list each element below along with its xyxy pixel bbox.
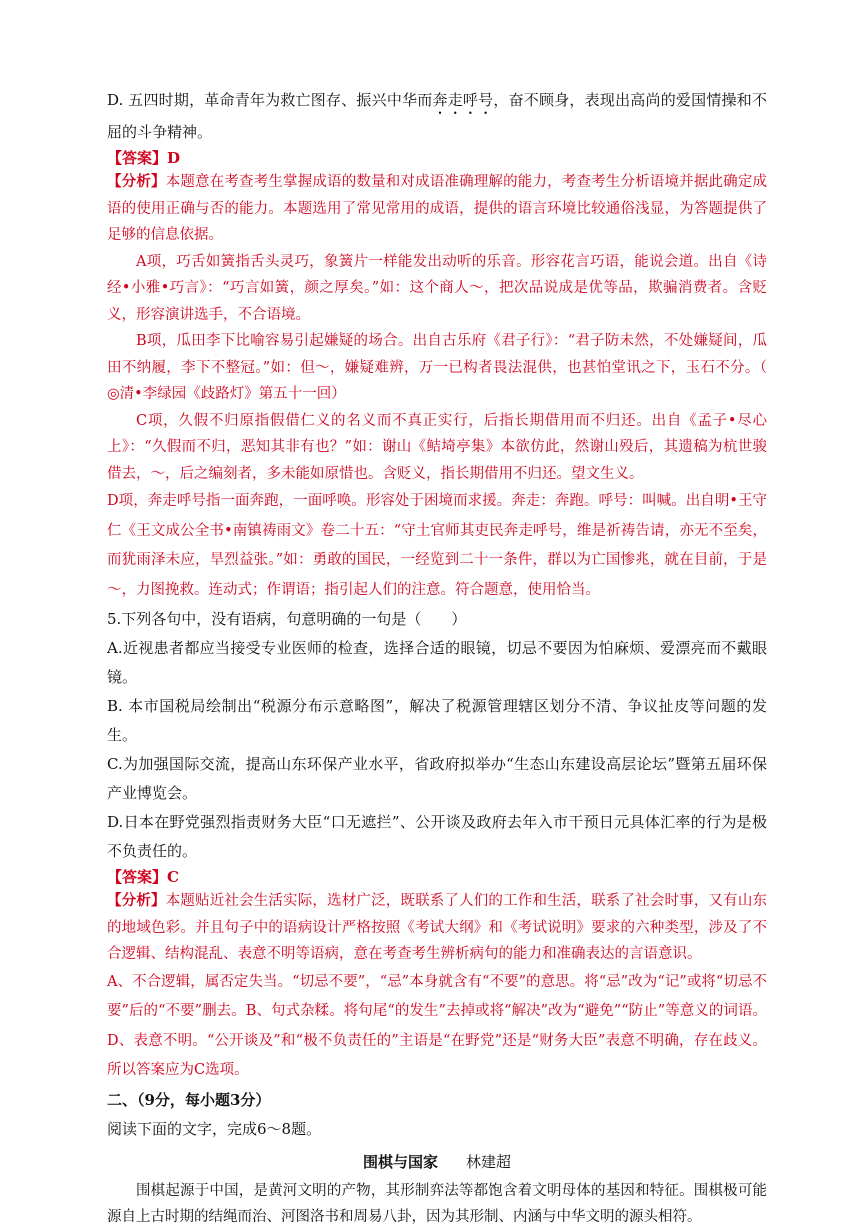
emphasis-dotted-phrase: 奔走呼号 (432, 91, 494, 109)
q4-item-c: C项，久假不归原指假借仁义的名义而不真正实行，后指长期借用而不归还。出自《孟子•尽心上》：“久假而不归，恶知其非有也？”如：谢山《鲒埼亭集》本欲仿此，然谢山殁后，其遗稿为杭世骏借去，～，后之编刻者，多未能如原惜也。含贬义，指长期借用不归还。望文生义。 (107, 412, 767, 482)
q5-option-a: A.近视患者都应当接受专业医师的检查，选择合适的眼镜，切忌不要因为怕麻烦、爱漂亮而不戴眼镜。 (107, 639, 767, 686)
analysis-tag: 【分析】 (107, 173, 166, 190)
article-author: 林建超 (466, 1152, 512, 1171)
q5-option-d: D.日本在野党强烈指责财务大臣“口无遮拦”、公开谈及政府去年入市干预日元具体汇率的行为是极不负责任的。 (107, 813, 767, 860)
q5-stem: 5.下列各句中，没有语病，句意明确的一句是（ ） (107, 610, 467, 628)
q5-analysis: 【分析】本题贴近社会生活实际，选材广泛，既联系了人们的工作和生活，联系了社会时事，又有山东的地域色彩。并且句子中的语病设计严格按照《考试大纲》和《考试说明》要求的六种类型，涉及了不合逻辑、结构混乱、表意不明等语病，意在考查考生辨析病句的能力和准确表达的言语意识。 (107, 892, 768, 962)
article-title: 围棋与国家 (362, 1152, 438, 1171)
section-heading: 二、（9分，每小题3分） (107, 1090, 271, 1109)
q4-answer: 【答案】D (107, 149, 181, 167)
q5-option-c: C.为加强国际交流，提高山东环保产业水平，省政府拟举办“生态山东建设高层论坛”暨第五届环保产业博览会。 (107, 755, 767, 802)
document-page (107, 86, 767, 1230)
q4-option-d: D. 五四时期，革命青年为救亡图存、振兴中华而奔走呼号，奋不顾身，表现出高尚的爱国情操和不屈的斗争精神。 (107, 91, 767, 141)
article-title-line (107, 1146, 767, 1178)
article-paragraph: 围棋起源于中国，是黄河文明的产物，其形制弈法等都饱含着文明母体的基因和特征。围棋极可能源自上古时期的结绳而治、河图洛书和周易八卦，因为其形制、内涵与中华文明的源头相符。 (107, 1182, 767, 1225)
q5-detail: A、不合逻辑，属否定失当。“切忌不要”，“忌”本身就含有“不要”的意思。将“忌”改为“记”或将“切忌不要”后的“不要”删去。B、句式杂糅。将句尾“的发生”去掉或将“解决”改为“避免”“防止”等意义的词语。D、表意不明。“公开谈及”和“极不负责任的”主语是“在野党”还是“财务大臣”表意不明确，存在歧义。所以答案应为C选项。 (107, 973, 767, 1078)
q4-analysis: 【分析】本题意在考查考生掌握成语的数量和对成语准确理解的能力，考查考生分析语境并据此确定成语的使用正确与否的能力。本题选用了常见常用的成语，提供的语言环境比较通俗浅显，为答题提供了足够的信息依据。 (107, 173, 768, 243)
section-instruction: 阅读下面的文字，完成6～8题。 (107, 1119, 322, 1138)
q4-item-b: B项，瓜田李下比喻容易引起嫌疑的场合。出自古乐府《君子行》：“君子防未然，不处嫌疑间，瓜田不纳履，李下不整冠。”如：但～，嫌疑难辨，万一已构者畏法混供，也甚怕堂讯之下，玉石不分。（ ◎清•李绿园《歧路灯》第五十一回） (107, 333, 767, 402)
q4-item-a: A项，巧舌如簧指舌头灵巧，象簧片一样能发出动听的乐音。形容花言巧语，能说会道。出自《诗经•小雅•巧言》：“巧言如簧，颜之厚矣。”如：这个商人～，把次品说成是优等品，欺骗消费者。含贬义，形容演讲选手，不合语境。 (107, 253, 767, 323)
q5-answer: 【答案】C (107, 868, 179, 886)
q4-item-d: D项，奔走呼号指一面奔跑，一面呼唤。形容处于困境而求援。奔走：奔跑。呼号：叫喊。出自明•王守仁《王文成公全书•南镇祷雨文》卷二十五：“守土官师其吏民奔走呼号，维是祈祷告请，亦无不至矣，而犹雨泽未应，旱烈益张。”如：勇敢的国民，一经览到二十一条件，群以为亡国惨兆，就在目前，于是～，力图挽救。连动式；作谓语；指引起人们的注意。符合题意，使用恰当。 (107, 493, 767, 598)
q5-option-b: B. 本市国税局绘制出“税源分布示意略图”，解决了税源管理辖区划分不清、争议扯皮等问题的发生。 (107, 697, 767, 744)
analysis-tag: 【分析】 (107, 892, 166, 909)
